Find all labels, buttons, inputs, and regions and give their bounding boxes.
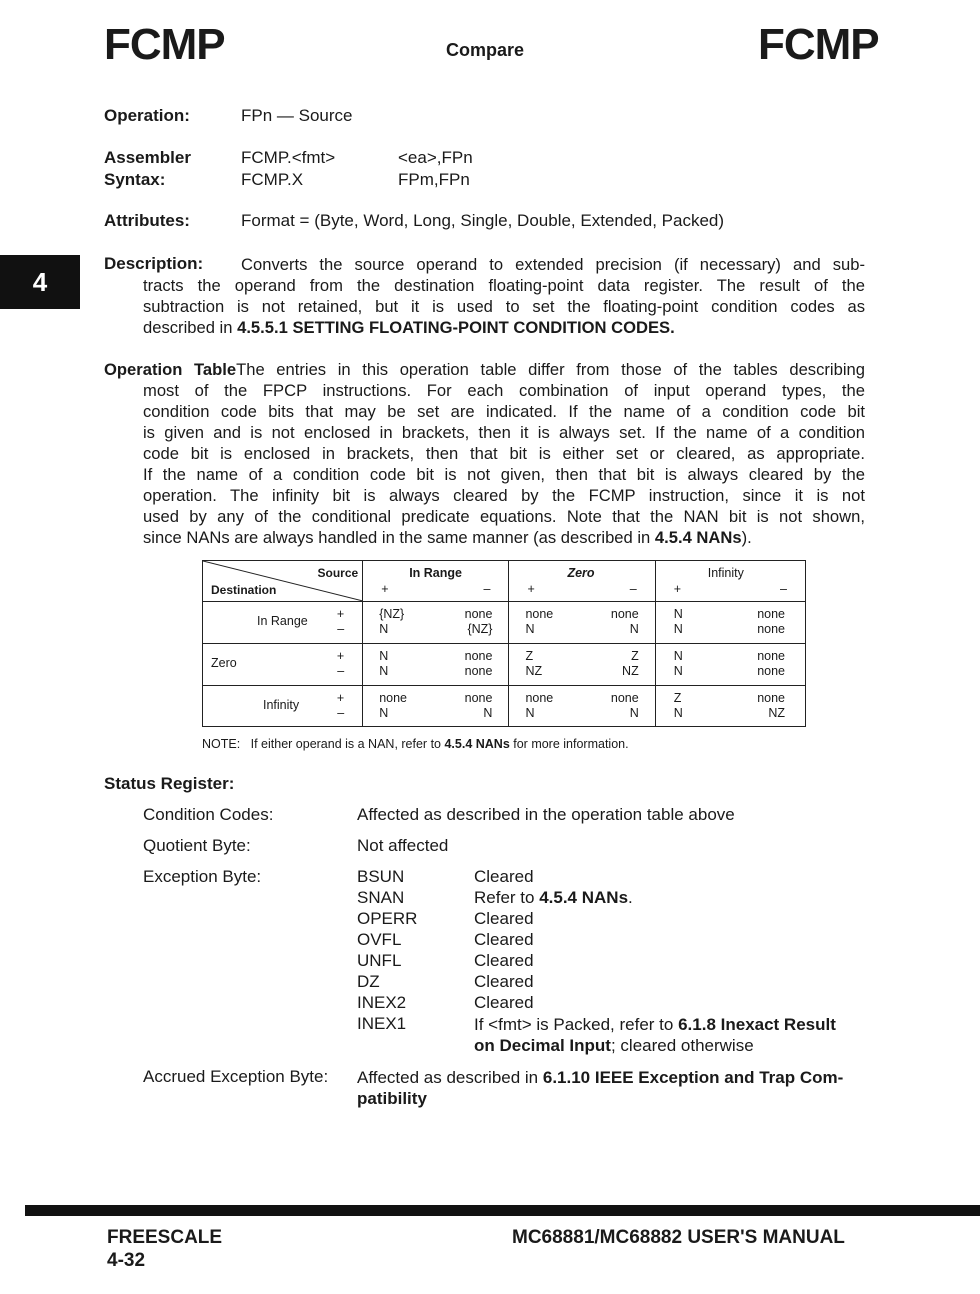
description-ref: 4.5.5.1 SETTING FLOATING-POINT CONDITION CODES. — [237, 318, 675, 337]
table-cell: Z none N NZ — [655, 686, 805, 727]
optable-line-2: most of the FPCP instructions. For each combination of input operand types, the — [143, 381, 865, 400]
table-cell: N none N none — [655, 602, 805, 644]
col-header-infinity: Infinity + – — [655, 561, 805, 602]
condition-codes-value: Affected as described in the operation table above — [357, 805, 735, 824]
table-cell: {NZ} none N {NZ} — [363, 602, 509, 644]
optable-line-1: Operation TableThe entries in this operation table differ from those of the tables describing — [104, 360, 865, 379]
table-corner — [203, 561, 363, 602]
exception-value: Cleared — [474, 993, 534, 1012]
exception-name: INEX1 — [357, 1014, 407, 1033]
corner-source: Source — [317, 566, 359, 580]
optable-line-7: operation. The infinity bit is always cleared by the FCMP instruction, since it is not — [143, 486, 865, 505]
exception-name: UNFL — [357, 951, 402, 970]
table-cell: Z Z NZ NZ — [509, 644, 655, 686]
assembler-label: Assembler — [104, 148, 191, 167]
syntax-args-1: <ea>,FPn — [398, 148, 473, 167]
exception-name: OPERR — [357, 909, 418, 928]
status-register-label: Status Register: — [104, 774, 235, 793]
table-row — [203, 644, 806, 686]
footer-page-number: 4-32 — [107, 1250, 146, 1271]
exception-value: Cleared — [474, 867, 534, 886]
optable-line-6: If the name of a condition code bit is not given, then that bit is always cleared by the — [143, 465, 865, 484]
exception-value: Cleared — [474, 972, 534, 991]
exception-byte-label: Exception Byte: — [143, 867, 262, 886]
description-line-3: subtraction is not retained, but it is used to set the floating-point condition codes as — [143, 297, 865, 316]
optable-line-5: code bit is enclosed in brackets, then that bit is either set or cleared, as appropriate. — [143, 444, 865, 463]
exception-name: INEX2 — [357, 993, 407, 1012]
exception-name: SNAN — [357, 888, 405, 907]
operation-label: Operation: — [104, 106, 190, 125]
accrued-exception-label: Accrued Exception Byte: — [143, 1067, 329, 1086]
page-subtitle: Compare — [446, 40, 525, 60]
description-line-2: tracts the operand from the destination floating-point data register. The result of the — [143, 276, 865, 295]
table-cell: N none N none — [363, 644, 509, 686]
col-header-in-range: In Range + – — [363, 561, 509, 602]
syntax-op-1: FCMP.<fmt> — [241, 148, 336, 167]
optable-label: Operation Table — [104, 360, 237, 379]
row-label-zero: Zero + – — [203, 644, 363, 686]
description-line-1: Converts the source operand to extended precision (if necessary) and sub- — [241, 255, 865, 274]
accrued-exception-value: Affected as described in 6.1.10 IEEE Exception and Trap Com- patibility — [357, 1068, 844, 1108]
corner-destination: Destination — [211, 583, 277, 597]
condition-codes-label: Condition Codes: — [143, 805, 274, 824]
description-label: Description: — [104, 254, 204, 273]
table-cell: none none N N — [509, 686, 655, 727]
exception-value: Cleared — [474, 930, 534, 949]
attributes-label: Attributes: — [104, 211, 190, 230]
quotient-byte-value: Not affected — [357, 836, 449, 855]
table-cell: none none N N — [509, 602, 655, 644]
syntax-args-2: FPm,FPn — [398, 170, 470, 189]
optable-line-3: condition code bits that may be set are indicated. If the name of a condition code bit — [143, 402, 865, 421]
row-label-in-range: In Range + – — [203, 602, 363, 644]
footer-rule — [25, 1205, 980, 1216]
exception-value: Refer to 4.5.4 NANs. — [474, 888, 633, 907]
optable-line-9: since NANs are always handled in the same manner (as described in 4.5.4 NANs). — [143, 528, 752, 547]
syntax-label: Syntax: — [104, 170, 166, 189]
chapter-tab: 4 — [0, 255, 80, 309]
exception-name: BSUN — [357, 867, 405, 886]
page-title-left: FCMP — [104, 20, 225, 69]
exception-value: Cleared — [474, 951, 534, 970]
table-cell: none none N N — [363, 686, 509, 727]
exception-name: OVFL — [357, 930, 402, 949]
footer-manual-title: MC68881/MC68882 USER'S MANUAL — [512, 1227, 845, 1248]
operation-text: FPn — Source — [241, 106, 353, 125]
optable-line-8: used by any of the conditional predicate equations. Note that the NAN bit is not shown, — [143, 507, 865, 526]
table-note: NOTE: If either operand is a NAN, refer to 4.5.4 NANs for more information. — [202, 737, 629, 751]
exception-name: DZ — [357, 972, 380, 991]
row-label-infinity: Infinity + – — [203, 686, 363, 727]
table-cell: N none N none — [655, 644, 805, 686]
syntax-op-2: FCMP.X — [241, 170, 304, 189]
quotient-byte-label: Quotient Byte: — [143, 836, 251, 855]
table-row — [203, 686, 806, 727]
optable-line-4: is given and is not enclosed in brackets, then it is always set. If the name of a condition — [143, 423, 865, 442]
operation-table — [202, 560, 806, 727]
exception-value: If <fmt> is Packed, refer to 6.1.8 Inexact Result on Decimal Input; cleared otherwise — [474, 1015, 836, 1055]
attributes-text: Format = (Byte, Word, Long, Single, Double, Extended, Packed) — [241, 211, 725, 230]
exception-value: Cleared — [474, 909, 534, 928]
col-header-zero: Zero + – — [509, 561, 655, 602]
footer-publisher: FREESCALE — [107, 1227, 223, 1248]
table-row — [203, 602, 806, 644]
page-title-right: FCMP — [758, 20, 879, 69]
description-line-4: described in 4.5.5.1 SETTING FLOATING-POINT CONDITION CODES. — [143, 318, 675, 337]
